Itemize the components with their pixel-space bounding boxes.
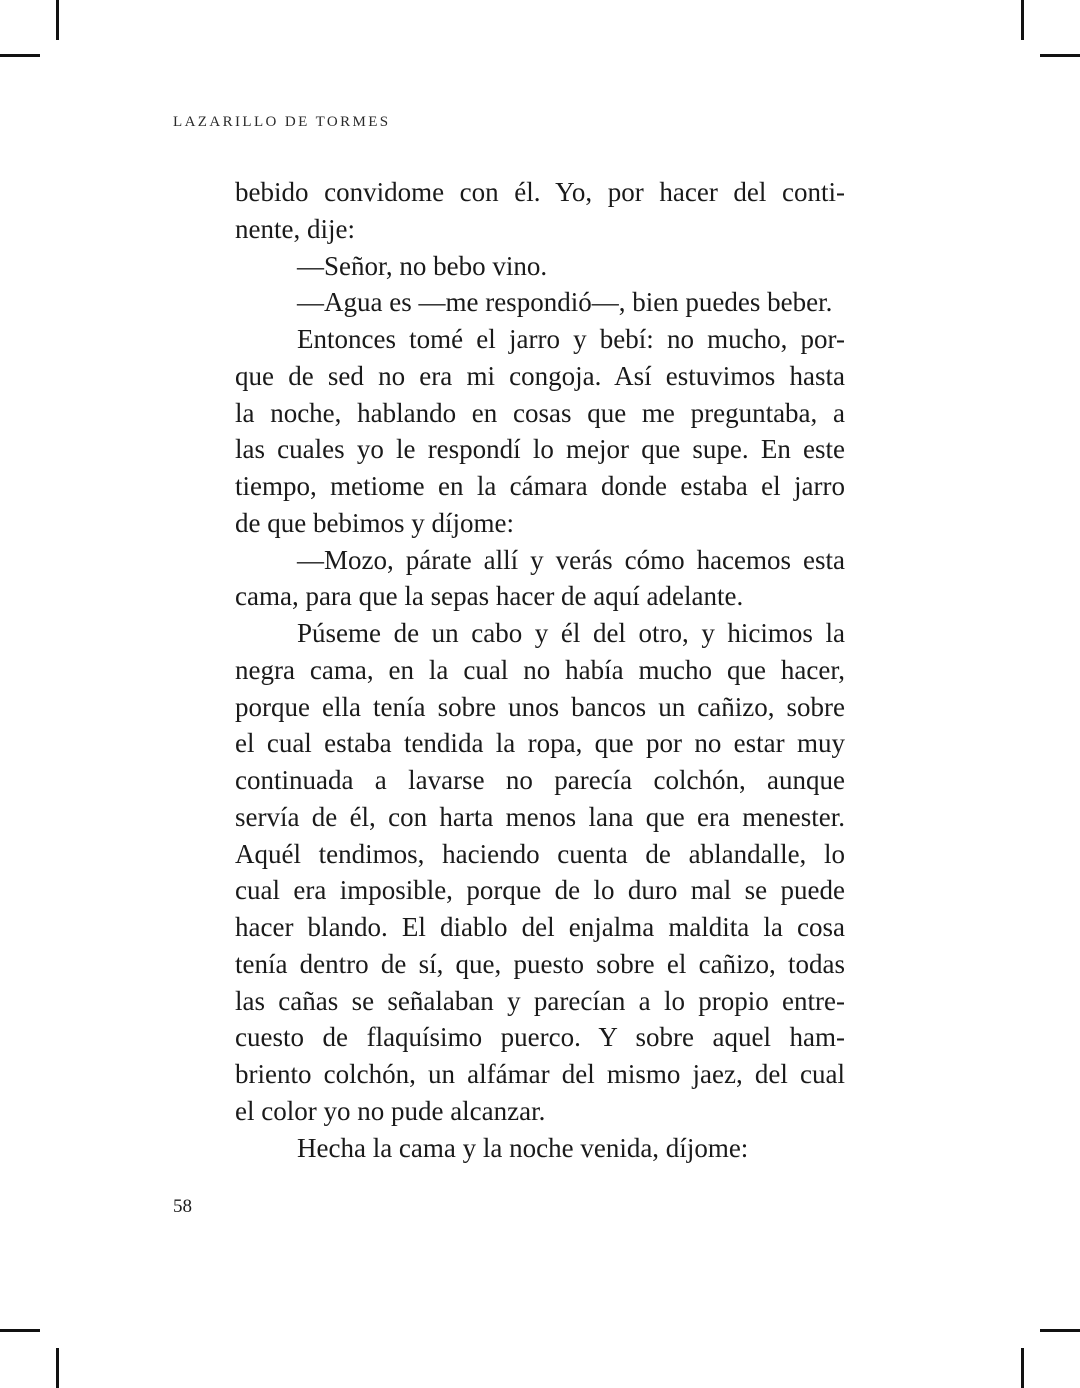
text-line: cual era imposible, porque de lo duro mal se puede (235, 875, 845, 906)
text-line: continuada a lavarse no parecía colchón, aunque (235, 765, 845, 795)
text-line: tenía dentro de sí, que, puesto sobre el cañizo, todas (235, 948, 845, 979)
text-line: la noche, hablando en cosas que me preguntaba, a (235, 397, 845, 428)
text-line: bebido convidome con él. Yo, por hacer del conti- (235, 177, 845, 207)
text-line: cama, para que la sepas hacer de aquí adelante. (235, 581, 744, 612)
text-line: porque ella tenía sobre unos bancos un cañizo, sobre (235, 691, 845, 722)
paragraph-first-line: Púseme de un cabo y él del otro, y hicimos la (297, 618, 845, 648)
crop-mark-bottom-left-horizontal (0, 1329, 40, 1332)
text-line: las cuales yo le respondí lo mejor que supe. En este (235, 434, 845, 465)
text-line: cuesto de flaquísimo puerco. Y sobre aquel ham- (235, 1022, 845, 1053)
text-line: servía de él, con harta menos lana que era menester. (235, 801, 845, 832)
paragraph-first-line: Entonces tomé el jarro y bebí: no mucho, por- (297, 324, 845, 354)
crop-mark-bottom-left-vertical (56, 1348, 59, 1388)
running-head: LAZARILLO DE TORMES (173, 114, 391, 130)
text-line: nente, dije: (235, 213, 355, 244)
text-line: tiempo, metiome en la cámara donde estaba el jarro (235, 471, 845, 501)
dialogue-line: —Mozo, párate allí y verás cómo hacemos esta (297, 544, 845, 575)
text-line: que de sed no era mi congoja. Así estuvimos hasta (235, 360, 845, 391)
crop-mark-top-left-vertical (56, 0, 59, 40)
dialogue-line: —Señor, no bebo vino. (297, 250, 548, 281)
text-line: Aquél tendimos, haciendo cuenta de ablandalle, lo (235, 838, 845, 869)
crop-mark-top-right-vertical (1021, 0, 1024, 40)
text-line: de que bebimos y díjome: (235, 507, 514, 538)
text-line: briento colchón, un alfámar del mismo jaez, del cual (235, 1059, 845, 1089)
text-line: hacer blando. El diablo del enjalma maldita la cosa (235, 912, 845, 942)
text-line: el color yo no pude alcanzar. (235, 1095, 546, 1126)
page-number: 58 (173, 1196, 192, 1217)
text-line: las cañas se señalaban y parecían a lo propio entre- (235, 985, 845, 1016)
body-text (235, 174, 845, 1166)
crop-mark-top-left-horizontal (0, 54, 40, 57)
crop-mark-top-right-horizontal (1040, 54, 1080, 57)
crop-mark-bottom-right-vertical (1021, 1348, 1024, 1388)
text-line: negra cama, en la cual no había mucho que hacer, (235, 654, 845, 685)
paragraph-first-line: Hecha la cama y la noche venida, díjome: (297, 1132, 749, 1163)
text-line: el cual estaba tendida la ropa, que por no estar muy (235, 728, 845, 759)
dialogue-line: —Agua es —me respondió—, bien puedes beber. (297, 287, 833, 318)
crop-mark-bottom-right-horizontal (1040, 1329, 1080, 1332)
